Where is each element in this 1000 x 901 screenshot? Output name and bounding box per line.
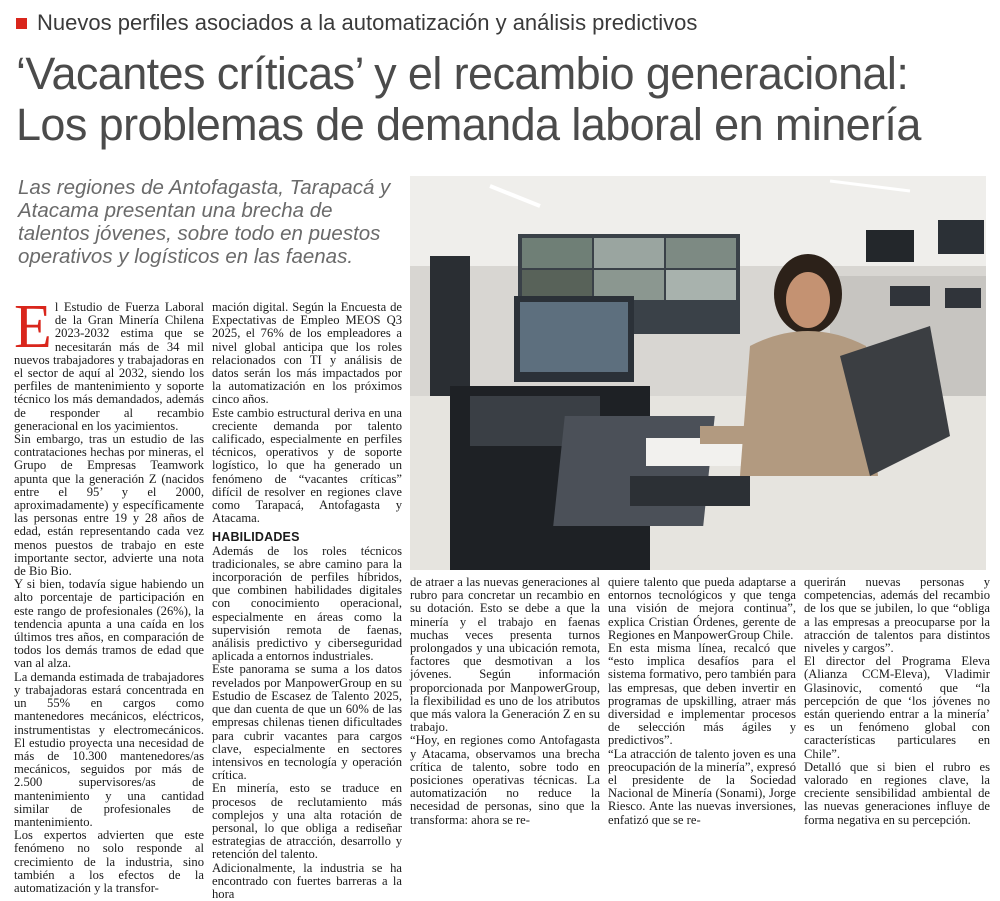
article-column-1 — [14, 293, 204, 895]
paragraph: “La atracción de talento joven es una preocupación de la minería”, expresó el presidente de la Sociedad Nacional de Minería (Sonami), Jorge Riesco. Ante las nuevas inversiones, enfatizó que se re- — [608, 746, 796, 827]
headline-line-2: Los problemas de demanda laboral en minería — [16, 99, 921, 150]
paragraph: de atraer a las nuevas generaciones al rubro para concretar un recambio en su dotación. Esto se debe a que la minería y el trabajo en faenas muchas veces presenta turnos prolongados y una ubicación remota, factores que desmotivan a los jóvenes. Según información proporcionada por ManpowerGroup, la flexibilidad es uno de los atributos que más valora la Generación Z en su trabajo. — [410, 575, 600, 735]
paragraph: Sin embargo, tras un estudio de las contrataciones hechas por mineras, el Grupo de Empresas Teamwork apunta que la generación Z (nacidos entre el 95’ y el 2000, aproximadamente) y específicamente las personas entre 19 y 28 años de edad, están representando cada vez menos puestos de trabajo en este importante sector, advierte una nota de Bio Bio. — [14, 432, 204, 579]
paragraph: Y si bien, todavía sigue habiendo un alto porcentaje de participación en este rango de profesionales (26%), la tendencia apunta a una caída en los últimos tres años, en comparación de todos los demás tramos de edad que van al alza. — [14, 577, 204, 671]
paragraph: La demanda estimada de trabajadores y trabajadoras estará concentrada en un 55% en cargos como mantenedores mecánicos, eléctricos, instrumentistas y electromecánicos. El estudio proyecta una necesidad de más de 10.300 mantenedores/as mecánicos, seguidos por más de 2.500 supervisores/as de mantenimiento y una cantidad similar de profesionales de mantenimiento. — [14, 669, 204, 829]
dropcap: E — [14, 293, 52, 361]
paragraph: mación digital. Según la Encuesta de Expectativas de Empleo MEOS Q3 2025, el 76% de los empleadores a nivel global anticipa que los roles relacionados con TI y análisis de datos serán los más impactados por la automatización en los próximos cinco años. — [212, 300, 402, 407]
paragraph: Adicionalmente, la industria se ha encontrado con fuertes barreras a la hora — [212, 860, 402, 901]
paragraph: En minería, esto se traduce en procesos de reclutamiento más complejos y una alta rotación de personal, lo que obliga a rediseñar estrategias de atracción, desarrollo y retención del talento. — [212, 781, 402, 862]
paragraph: Además de los roles técnicos tradicionales, se abre camino para la incorporación de perfiles híbridos, que combinen habilidades digitales con conocimiento operacional, especialmente en áreas como la supervisión remota de faenas, análisis predictivo y ciberseguridad aplicada a entornos industriales. — [212, 543, 402, 664]
paragraph: quiere talento que pueda adaptarse a entornos tecnológicos y que tenga una visión de mejora continua”, explica Cristian Órdenes, gerente de Regiones en ManpowerGroup Chile. — [608, 575, 796, 642]
article-column-2 — [212, 301, 402, 901]
paragraph: Este panorama se suma a los datos revelados por ManpowerGroup en su Estudio de Escasez de Talento 2025, que dan cuenta de que un 60% de las empresas chilenas tienen dificultades para cubrir vacantes para cargos clave, especialmente en sectores intensivos en tecnología y operación crítica. — [212, 662, 402, 783]
section-subhead: HABILIDADES — [212, 530, 300, 545]
article-column-4 — [608, 576, 796, 827]
paragraph: querirán nuevas personas y competencias, además del recambio de los que se jubilen, lo que “obliga a las empresas a preocuparse por la atracción de talentos para distintos niveles y cargos”. — [804, 575, 990, 656]
headline — [16, 48, 986, 150]
photo-illustration — [410, 176, 986, 570]
lede: Las regiones de Antofagasta, Tarapacá y Atacama presentan una brecha de talentos jóvenes, sobre todo en puestos operativos y logísticos en las faenas. — [18, 176, 391, 268]
kicker — [16, 8, 986, 38]
paragraph: Este cambio estructural deriva en una creciente demanda por talento calificado, especialmente en perfiles técnicos, operativos y de soporte logístico, lo que ha generado un fenómeno de “vacantes críticas” difícil de resolver en regiones clave como Tarapacá, Antofagasta y Atacama. — [212, 405, 402, 526]
headline-line-1: ‘Vacantes críticas’ y el recambio generacional: — [16, 48, 909, 99]
paragraph: l Estudio de Fuerza Laboral de la Gran Minería Chilena 2023-2032 estima que se necesitarán más de 34 mil nuevos trabajadores y trabajadoras en el sector de aquí al 2032, siendo los perfiles de mantenimiento y soporte técnico los más demandados, además de responder al recambio generacional en los yacimientos. — [14, 300, 204, 433]
article-column-5 — [804, 576, 990, 827]
paragraph: Los expertos advierten que este fenómeno no solo responde al crecimiento de la industria, sino también a los efectos de la automatización y la transfor- — [14, 828, 204, 895]
paragraph: Detalló que si bien el rubro es valorado en regiones clave, la creciente sensibilidad ambiental de las nuevas generaciones influye de forma negativa en su percepción. — [804, 759, 990, 827]
kicker-text: Nuevos perfiles asociados a la automatización y análisis predictivos — [37, 10, 698, 35]
paragraph: El director del Programa Eleva (Alianza CCM-Eleva), Vladimir Glasinovic, comentó que “la percepción de que ‘los jóvenes no están queriendo entrar a la minería’ es un fenómeno global con características particulares en Chile”. — [804, 654, 990, 761]
kicker-square-icon — [16, 18, 27, 29]
paragraph: En esta misma línea, recalcó que “esto implica desafíos para el sistema formativo, pero también para las empresas, que deben invertir en programas de upskilling, atraer más diversidad e implementar procesos de selección más ágiles y predictivos”. — [608, 641, 796, 748]
article-column-3 — [410, 576, 600, 827]
control-room-photo — [410, 176, 986, 570]
paragraph: “Hoy, en regiones como Antofagasta y Atacama, observamos una brecha crítica de talento, sobre todo en posiciones operativas técnicas. La automatización no reduce la necesidad de personas, sino que la transforma: ahora se re- — [410, 733, 600, 827]
